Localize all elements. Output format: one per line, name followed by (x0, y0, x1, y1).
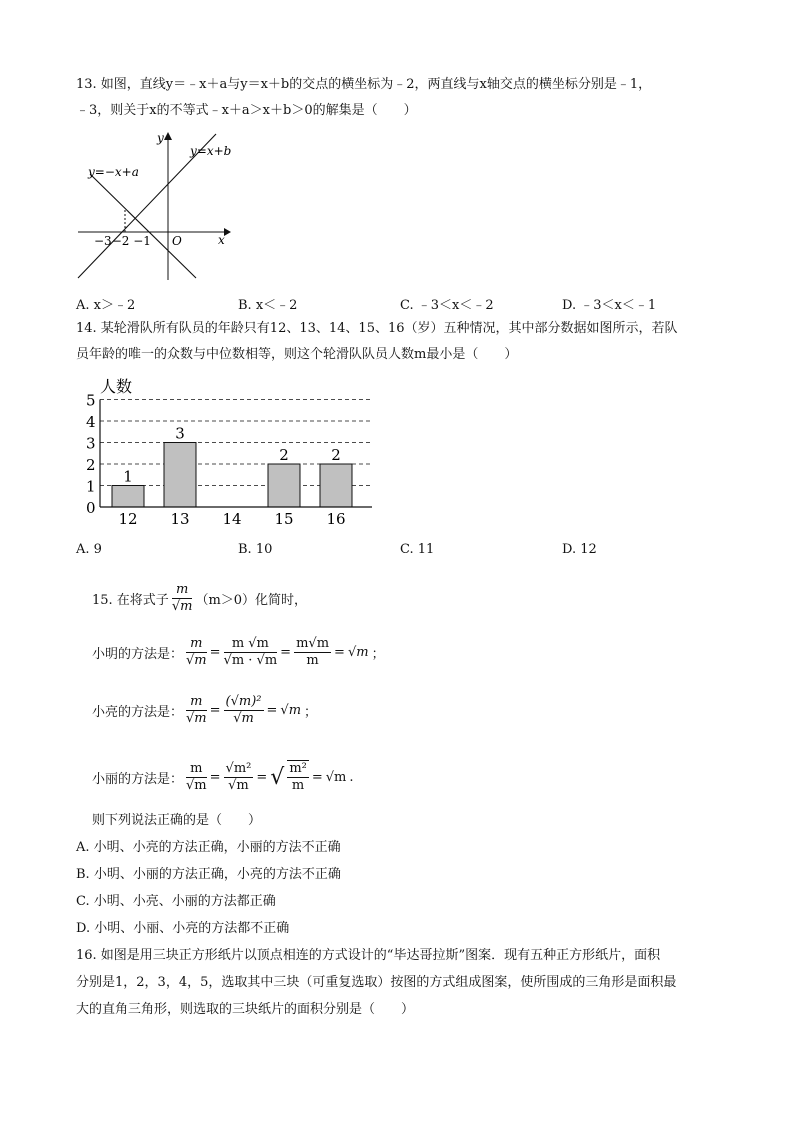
chart-x-tick-label: 13 (170, 510, 190, 528)
q15-liang-result: √m (280, 703, 302, 718)
q16-stem-line2: 分别是1，2，3，4，5，选取其中三块（可重复选取）按图的方式组成图案，使所围成的三角形是面积最 (76, 975, 677, 990)
chart-data-label: 3 (175, 424, 185, 443)
chart-x-tick-label: 12 (118, 510, 138, 528)
q14-option-c[interactable]: C. 11 (400, 542, 435, 557)
q15-intro-text-a: 15. 在将式子 (92, 593, 169, 608)
q15-ming-row (92, 636, 385, 669)
q14-option-a[interactable]: A. 9 (76, 542, 102, 557)
chart-data-label: 2 (331, 446, 341, 464)
q15-li-row (92, 760, 354, 794)
chart-y-tick-label: 0 (86, 499, 96, 517)
q15-liang-frac-2-num: (√m)² (225, 694, 262, 709)
q15-intro-text-b: （m＞0）化简时， (195, 593, 308, 608)
q15-ming-frac-2-num: m √m (224, 636, 278, 653)
q15-option-b[interactable]: B. 小明、小丽的方法正确，小亮的方法不正确 (76, 867, 341, 882)
q15-ming-frac-3-num: m√m (296, 636, 330, 651)
q14-option-b[interactable]: B. 10 (238, 542, 273, 557)
q15-ming-frac-1-den: √m (186, 653, 207, 668)
q15-option-c[interactable]: C. 小明、小亮、小丽的方法都正确 (76, 894, 276, 909)
q13-tick-labels: −3−2 −1 (94, 234, 151, 248)
q15-ming-frac-3-den: m (306, 653, 319, 668)
q13-option-a[interactable]: A. x＞﹣2 (76, 298, 136, 313)
chart-bar (112, 486, 144, 508)
q15-li-frac-3-num: m² (289, 761, 307, 776)
q13-option-d[interactable]: D. ﹣3＜x＜﹣1 (562, 298, 657, 313)
q13-option-c[interactable]: C. ﹣3＜x＜﹣2 (400, 298, 494, 313)
q13-option-b[interactable]: B. x＜﹣2 (238, 298, 298, 313)
q15-intro-frac-num: m (172, 582, 193, 599)
q15-ming-frac-1 (186, 636, 207, 669)
q15-li-result: √m (325, 769, 347, 785)
q15-li-frac-1 (186, 761, 207, 794)
sqrt-sign: √ (270, 764, 285, 790)
q15-liang-frac-1-den: √m (186, 711, 207, 726)
semicolon: ； (304, 705, 318, 720)
q15-ming-frac-2-den: √m · √m (223, 653, 278, 668)
q15-ming-frac-3 (294, 636, 331, 669)
q13-origin: O (172, 234, 182, 248)
q14-stem-line2: 员年龄的唯一的众数与中位数相等，则这个轮滑队队员人数m最小是（ ） (76, 347, 518, 362)
q15-liang-row (92, 694, 317, 727)
q15-ming-label: 小明的方法是： (92, 647, 184, 662)
q15-option-a[interactable]: A. 小明、小亮的方法正确，小丽的方法不正确 (76, 840, 341, 855)
q13-axis-x: x (218, 233, 225, 247)
q15-li-frac-2-den: √m (228, 777, 249, 793)
chart-data-label: 2 (279, 446, 289, 464)
chart-y-tick-label: 1 (86, 477, 96, 496)
q13-label-line1: y=−x+a (88, 165, 139, 179)
equals-sign: = (280, 645, 292, 660)
q15-liang-frac-1-num: m (186, 694, 207, 711)
q16-stem-line3: 大的直角三角形，则选取的三块纸片的面积分别是（ ） (76, 1002, 415, 1017)
q15-li-frac-2-num: √m² (225, 760, 252, 776)
q15-li-label: 小丽的方法是： (92, 771, 184, 787)
period: . (349, 769, 354, 785)
q15-liang-frac-2-den: √m (233, 711, 254, 726)
q14-bar-chart (76, 374, 382, 530)
chart-bar (268, 464, 300, 507)
chart-y-tick-label: 5 (86, 391, 96, 410)
chart-y-tick-label: 4 (86, 413, 96, 431)
q13-stem-line2: ﹣3，则关于x的不等式﹣x＋a＞x＋b＞0的解集是（ ） (76, 103, 417, 118)
chart-bar (320, 464, 352, 507)
chart-y-tick-label: 3 (86, 434, 96, 453)
q15-li-frac-3 (287, 760, 309, 794)
q15-intro-fraction (172, 582, 193, 615)
q14-option-d[interactable]: D. 12 (562, 542, 597, 557)
q15-liang-frac-2 (224, 694, 264, 727)
equals-sign: = (311, 769, 323, 785)
equals-sign: = (209, 703, 221, 718)
equals-sign: = (334, 645, 345, 660)
q15-ming-frac-2 (224, 636, 278, 669)
q15-ming-frac-1-num: m (186, 636, 207, 653)
semicolon: ； (371, 647, 385, 662)
q16-stem-line1: 16. 如图是用三块正方形纸片以顶点相连的方式设计的“毕达哥拉斯”图案．现有五种正方形纸片，面积 (76, 948, 661, 963)
q14-stem-line1: 14. 某轮滑队所有队员的年龄只有12、13、14、15、16（岁）五种情况，其中部分数据如图所示，若队 (76, 321, 678, 336)
q15-option-d[interactable]: D. 小明、小丽、小亮的方法都不正确 (76, 921, 290, 936)
q15-liang-label: 小亮的方法是： (92, 705, 184, 720)
chart-bar (164, 443, 196, 508)
q13-graph (76, 128, 236, 284)
equals-sign: = (209, 769, 221, 785)
chart-y-tick-label: 2 (86, 456, 96, 474)
q15-li-frac-1-den: √m (186, 777, 207, 793)
chart-data-label: 1 (123, 467, 133, 486)
q13-stem-line1: 13. 如图，直线y＝﹣x＋a与y＝x＋b的交点的横坐标为﹣2，两直线与x轴交点的横坐标分别是﹣1， (76, 77, 652, 92)
q15-ming-result: √m (347, 645, 369, 660)
q13-label-line2: y=x+b (190, 144, 232, 158)
equals-sign: = (209, 645, 221, 660)
q15-question: 则下列说法正确的是（ ） (92, 813, 262, 828)
q15-liang-frac-1 (186, 694, 207, 727)
equals-sign: = (266, 703, 278, 718)
q15-intro (92, 582, 307, 615)
q15-li-frac-2 (224, 761, 254, 794)
q15-intro-frac-den: √m (171, 599, 193, 614)
q13-axis-y: y (157, 131, 164, 145)
chart-x-tick-label: 16 (326, 510, 346, 528)
chart-x-tick-label: 14 (222, 510, 242, 528)
chart-x-tick-label: 15 (274, 510, 294, 528)
q15-li-frac-1-num: m (186, 761, 207, 778)
q15-li-frac-3-den: m (291, 778, 305, 793)
q14-chart-ylabel: 人数 (100, 377, 133, 396)
equals-sign: = (256, 769, 268, 785)
